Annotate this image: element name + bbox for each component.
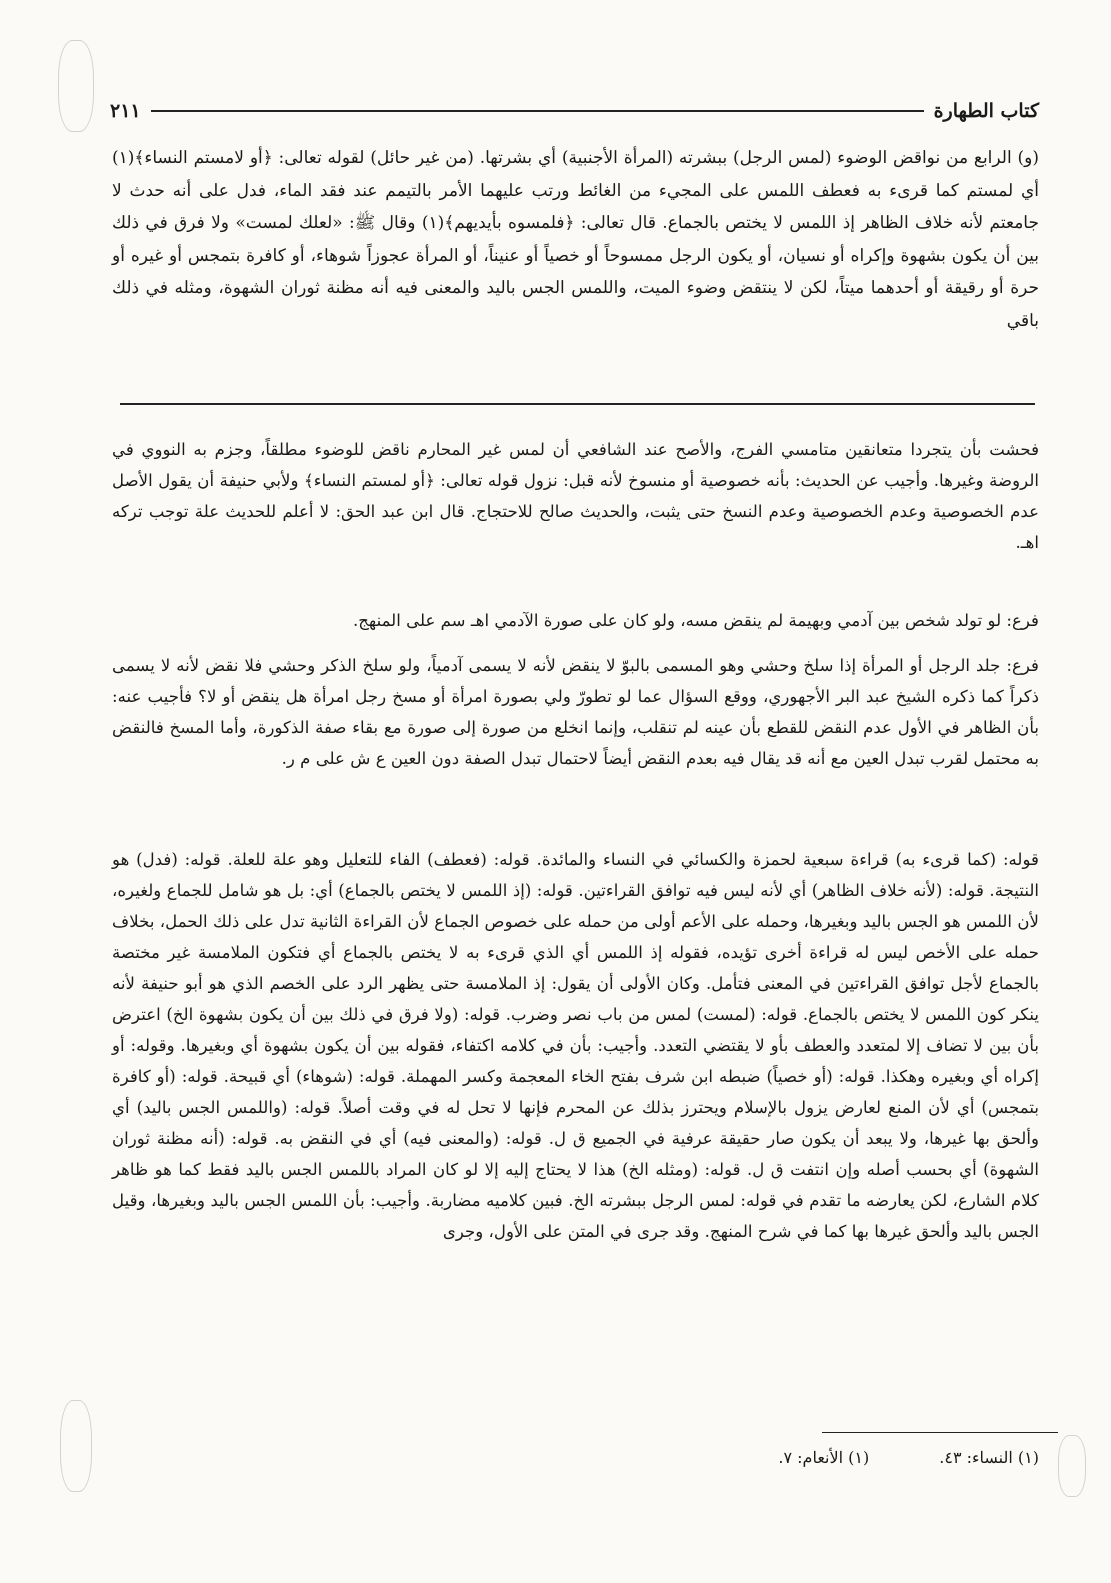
- main-text: (و) الرابع من نواقض الوضوء (لمس الرجل) ببشرته (المرأة الأجنبية) أي بشرتها. (من غير حائل) لقوله تعالى: ﴿أو لامستم النساء﴾(١) أي لمستم كما قرىء به فعطف اللمس على المجيء من الغائط ورتب عليهما الأمر بالتيمم عند فقد الماء، فدل على أنه حدث لا جامعتم لأنه خلاف الظاهر إذ اللمس لا يختص بالجماع. قال تعالى: ﴿فلمسوه بأيديهم﴾(١) وقال ﷺ: «لعلك لمست» ولا فرق في ذلك بين أن يكون بشهوة وإكراه أو نسيان، أو يكون الرجل ممسوحاً أو خصياً أو عنيناً، أو المرأة عجوزاً شوهاء، أو كافرة بتمجس أو غيره أو حرة أو رقيقة أو أحدهما ميتاً، لكن لا ينتقض وضوء الميت، واللمس الجس باليد والمعنى فيه أنه مظنة ثوران الشهوة، ومثله في ذلك باقي: [112, 148, 1039, 331]
- commentary-text: فرع: لو تولد شخص بين آدمي وبهيمة لم ينقض مسه، ولو كان على صورة الآدمي اهـ سم على المنهج.: [352, 611, 1039, 630]
- margin-scribble: [58, 40, 94, 132]
- footnotes: [600, 1448, 1039, 1467]
- page-number: ٢١١: [110, 100, 141, 122]
- margin-scribble: [60, 1400, 92, 1492]
- commentary-text: قوله: (كما قرىء به) قراءة سبعية لحمزة والكسائي في النساء والمائدة. قوله: (فعطف) الفاء للتعليل وهو علة للعلة. قوله: (فدل) هو النتيجة. قوله: (لأنه خلاف الظاهر) أي لأنه ليس فيه توافق القراءتين. قوله: (إذ اللمس لا يختص بالجماع) أي: بل هو شامل للجماع ولغيره، لأن اللمس هو الجس باليد وبغيرها، وحمله على الأعم أولى من حمله على خصوص الجماع لأن القراءة الثانية تدل على ذلك الحمل، بخلاف حمله على الأخص ليس له قراءة أخرى تؤيده، فقوله إذ اللمس أي الذي قرىء به لا يختص بالجماع أي فتكون الملامسة غير مختصة بالجماع لأجل توافق القراءتين في المعنى فتأمل. وكان الأولى أن يقول: إذ الملامسة حتى يظهر الرد على الخصم الذي هو أبو حنيفة لأنه ينكر كون اللمس لا يختص بالجماع. قوله: (لمست) لمس من باب نصر وضرب. قوله: (ولا فرق في ذلك بين أن يكون بشهوة الخ) اعترض بأن بين لا تضاف إلا لمتعدد والعطف بأو لا يقتضي التعدد. وأجيب: بأن في كلامه اكتفاء، فقوله بين أن يكون بشهوة أي وبغيرها. وقوله: أو إكراه أي وبغيره وهكذا. قوله: (أو خصياً) ضبطه ابن شرف بفتح الخاء المعجمة وكسر المهملة. قوله: (شوهاء) أي قبيحة. قوله: (أو كافرة بتمجس) أي لأن المنع لعارض يزول بالإسلام ويحترز بذلك عن المحرم فإنها لا تحل له في وقت أصلاً. قوله: (واللمس الجس باليد) أي وألحق بها غيرها، ولا يبعد أن يكون صار حقيقة عرفية في الجميع ق ل. قوله: (والمعنى فيه) أي في النقض به. قوله: (أنه مظنة ثوران الشهوة) أي بحسب أصله وإن انتفت ق ل. قوله: (ومثله الخ) هذا لا يحتاج إليه إلا لو كان المراد باللمس الجس باليد فقط كما هو ظاهر كلام الشارع، لكن يعارضه ما تقدم في قوله: لمس الرجل ببشرته الخ. فبين كلاميه مضاربة. وأجيب: بأن اللمس الجس باليد وبغيرها، وقيل الجس باليد وألحق غيرها بها كما في شرح المنهج. وقد جرى في المتن على الأول، وجرى: [112, 850, 1039, 1241]
- chapter-title: كتاب الطهارة: [933, 100, 1039, 122]
- commentary-paragraph-2: [112, 605, 1039, 636]
- text-commentary-divider: [120, 403, 1035, 405]
- commentary-paragraph-3: [112, 650, 1039, 774]
- footnote-1: (١) النساء: ٤٣.: [939, 1448, 1039, 1467]
- main-text-block: [112, 142, 1039, 337]
- footnote-2: (١) الأنعام: ٧.: [778, 1448, 870, 1467]
- margin-scribble: [1058, 1435, 1086, 1497]
- running-header: [110, 96, 1039, 126]
- commentary-paragraph-1: [112, 434, 1039, 558]
- commentary-paragraph-4: [112, 844, 1039, 1247]
- footnote-rule: [822, 1432, 1058, 1433]
- commentary-text: فرع: جلد الرجل أو المرأة إذا سلخ وحشي وهو المسمى بالبوّ لا ينقض لأنه لا يسمى آدمياً، ولو سلخ الذكر وحشي فلا نقض لأنه لا يسمى ذكراً كما ذكره الشيخ عبد البر الأجهوري، ووقع السؤال عما لو تطورّ ولي بصورة امرأة أو مسخ رجل امرأة هل ينقض أو لا؟ فأجيب عنه: بأن الظاهر في الأول عدم النقض للقطع بأن عينه لم تنقلب، وإنما انخلع من صورة إلى صورة مع بقاء صفة الذكورة، وأما المسخ فالنقض به محتمل لقرب تبدل العين مع أنه قد يقال فيه بعدم النقض أيضاً لاحتمال تبدل الصفة دون العين ع ش على م ر.: [112, 656, 1039, 768]
- commentary-text: فحشت بأن يتجردا متعانقين متامسي الفرج، والأصح عند الشافعي أن لمس غير المحارم ناقض للوضوء مطلقاً، وجزم به النووي في الروضة وغيرها. وأجيب عن الحديث: بأنه خصوصية أو منسوخ لأنه قبل: نزول قوله تعالى: ﴿أو لمستم النساء﴾ ولأبي حنيفة أن يقول الأصل عدم الخصوصية وعدم الخصوصية وعدم النسخ حتى يثبت، والحديث صالح للاحتجاج. قال ابن عبد الحق: لا أعلم للحديث علة توجب تركه اهـ.: [112, 440, 1040, 552]
- header-rule: [151, 110, 924, 112]
